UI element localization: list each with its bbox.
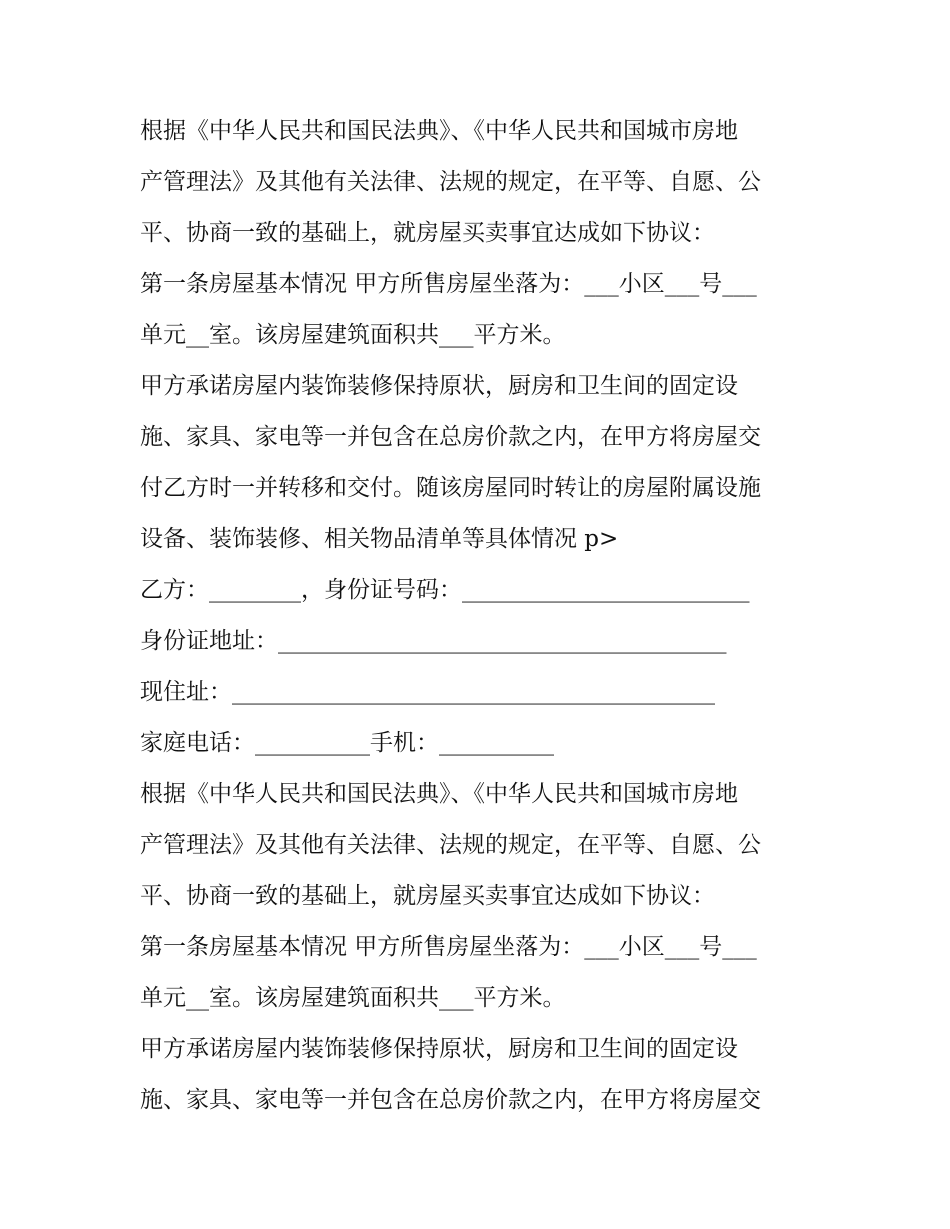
text-line: 施、家具、家电等一并包含在总房价款之内，在甲方将房屋交: [140, 424, 761, 450]
text-line: 平、协商一致的基础上，就房屋买卖事宜达成如下协议：: [140, 883, 715, 909]
text-line: 设备、装饰装修、相关物品清单等具体情况 p>: [140, 526, 619, 552]
text-line: 单元__室。该房屋建筑面积共___平方米。: [140, 985, 566, 1011]
document-body: [140, 106, 840, 1126]
text-line: 身份证地址：_______________________________________: [140, 628, 727, 654]
text-line: 付乙方时一并转移和交付。随该房屋同时转让的房屋附属设施: [140, 475, 761, 501]
text-line: 甲方承诺房屋内装饰装修保持原状，厨房和卫生间的固定设: [140, 373, 738, 399]
text-line: 产管理法》及其他有关法律、法规的规定，在平等、自愿、公: [140, 169, 761, 195]
text-line: 第一条房屋基本情况 甲方所售房屋坐落为：___小区___号___: [140, 934, 757, 960]
text-line: 根据《中华人民共和国民法典》、《中华人民共和国城市房地: [140, 781, 738, 807]
text-line: 现住址：__________________________________________: [140, 679, 715, 705]
text-line: 施、家具、家电等一并包含在总房价款之内，在甲方将房屋交: [140, 1087, 761, 1113]
text-line: 家庭电话：__________手机：__________: [140, 730, 554, 756]
text-line: 乙方：________，身份证号码：_________________________: [140, 577, 750, 603]
text-line: 甲方承诺房屋内装饰装修保持原状，厨房和卫生间的固定设: [140, 1036, 738, 1062]
text-line: 根据《中华人民共和国民法典》、《中华人民共和国城市房地: [140, 118, 738, 144]
text-line: 平、协商一致的基础上，就房屋买卖事宜达成如下协议：: [140, 220, 715, 246]
text-line: 产管理法》及其他有关法律、法规的规定，在平等、自愿、公: [140, 832, 761, 858]
text-line: 单元__室。该房屋建筑面积共___平方米。: [140, 322, 566, 348]
text-line: 第一条房屋基本情况 甲方所售房屋坐落为：___小区___号___: [140, 271, 757, 297]
